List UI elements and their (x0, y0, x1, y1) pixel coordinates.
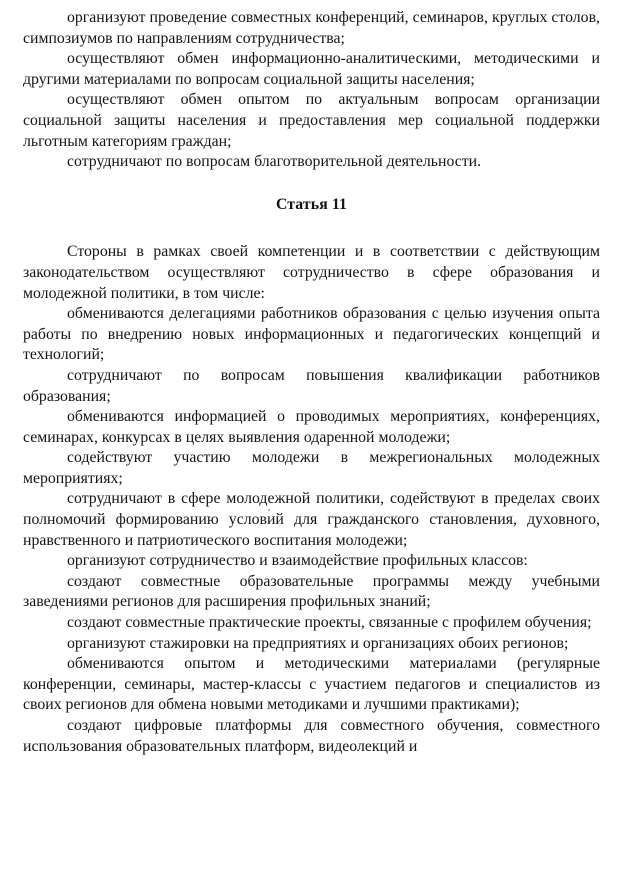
article-heading: Статья 11 (275, 195, 348, 213)
paragraph: создают совместные практические проекты, связанные с профилем обучения; (67, 614, 592, 632)
paragraph: организуют проведение совместных конференций, семинаров, круглых столов, симпозиумов по направлениям сотрудничества; (23, 9, 600, 47)
paragraph: создают цифровые платформы для совместного обучения, совместного использования образовательных платформ, видеолекций и (23, 717, 600, 755)
paragraph: сотрудничают по вопросам повышения квалификации работников образования; (23, 366, 600, 405)
paragraph: осуществляют обмен опытом по актуальным вопросам организации социальной защиты населения и предоставления мер социальной поддержки льготным категориям граждан; (23, 91, 600, 150)
paragraph: сотрудничают по вопросам благотворительной деятельности. (67, 153, 482, 171)
paragraph: создают совместные образовательные программы между учебными заведениями регионов для расширения профильных знаний; (23, 572, 600, 611)
paragraph: содействуют участию молодежи в межрегиональных молодежных мероприятиях; (23, 449, 600, 487)
paragraph: организуют стажировки на предприятиях и организациях обоих регионов; (67, 634, 569, 652)
paragraph: Стороны в рамках своей компетенции и в соответствии с действующим законодательством осуществляют сотрудничество в сфере образования и молодежной политики, в том числе: (23, 243, 600, 302)
paragraph: осуществляют обмен информационно-аналитическими, методическими и другими материалами по вопросам социальной защиты населения; (23, 50, 600, 88)
paragraph: обмениваются информацией о проводимых мероприятиях, конференциях, семинарах, конкурсах в целях выявления одаренной молодежи; (23, 408, 600, 446)
paragraph: сотрудничают в сфере молодежной политики, содействуют в пределах своих полномочий формированию условий для гражданского становления, духовного, нравственного и патриотического воспитания молодежи; (23, 490, 600, 549)
scan-speck (268, 509, 270, 511)
paragraph: организуют сотрудничество и взаимодействие профильных классов: (67, 552, 528, 570)
paragraph: обмениваются делегациями работников образования с целью изучения опыта работы по внедрению новых информационных и педагогических концепций и технологий; (23, 305, 600, 364)
paragraph: обмениваются опытом и методическими материалами (регулярные конференции, семинары, мастер-классы с участием педагогов и специалистов из своих регионов для обмена новыми методиками и лучшими практиками); (23, 655, 600, 714)
